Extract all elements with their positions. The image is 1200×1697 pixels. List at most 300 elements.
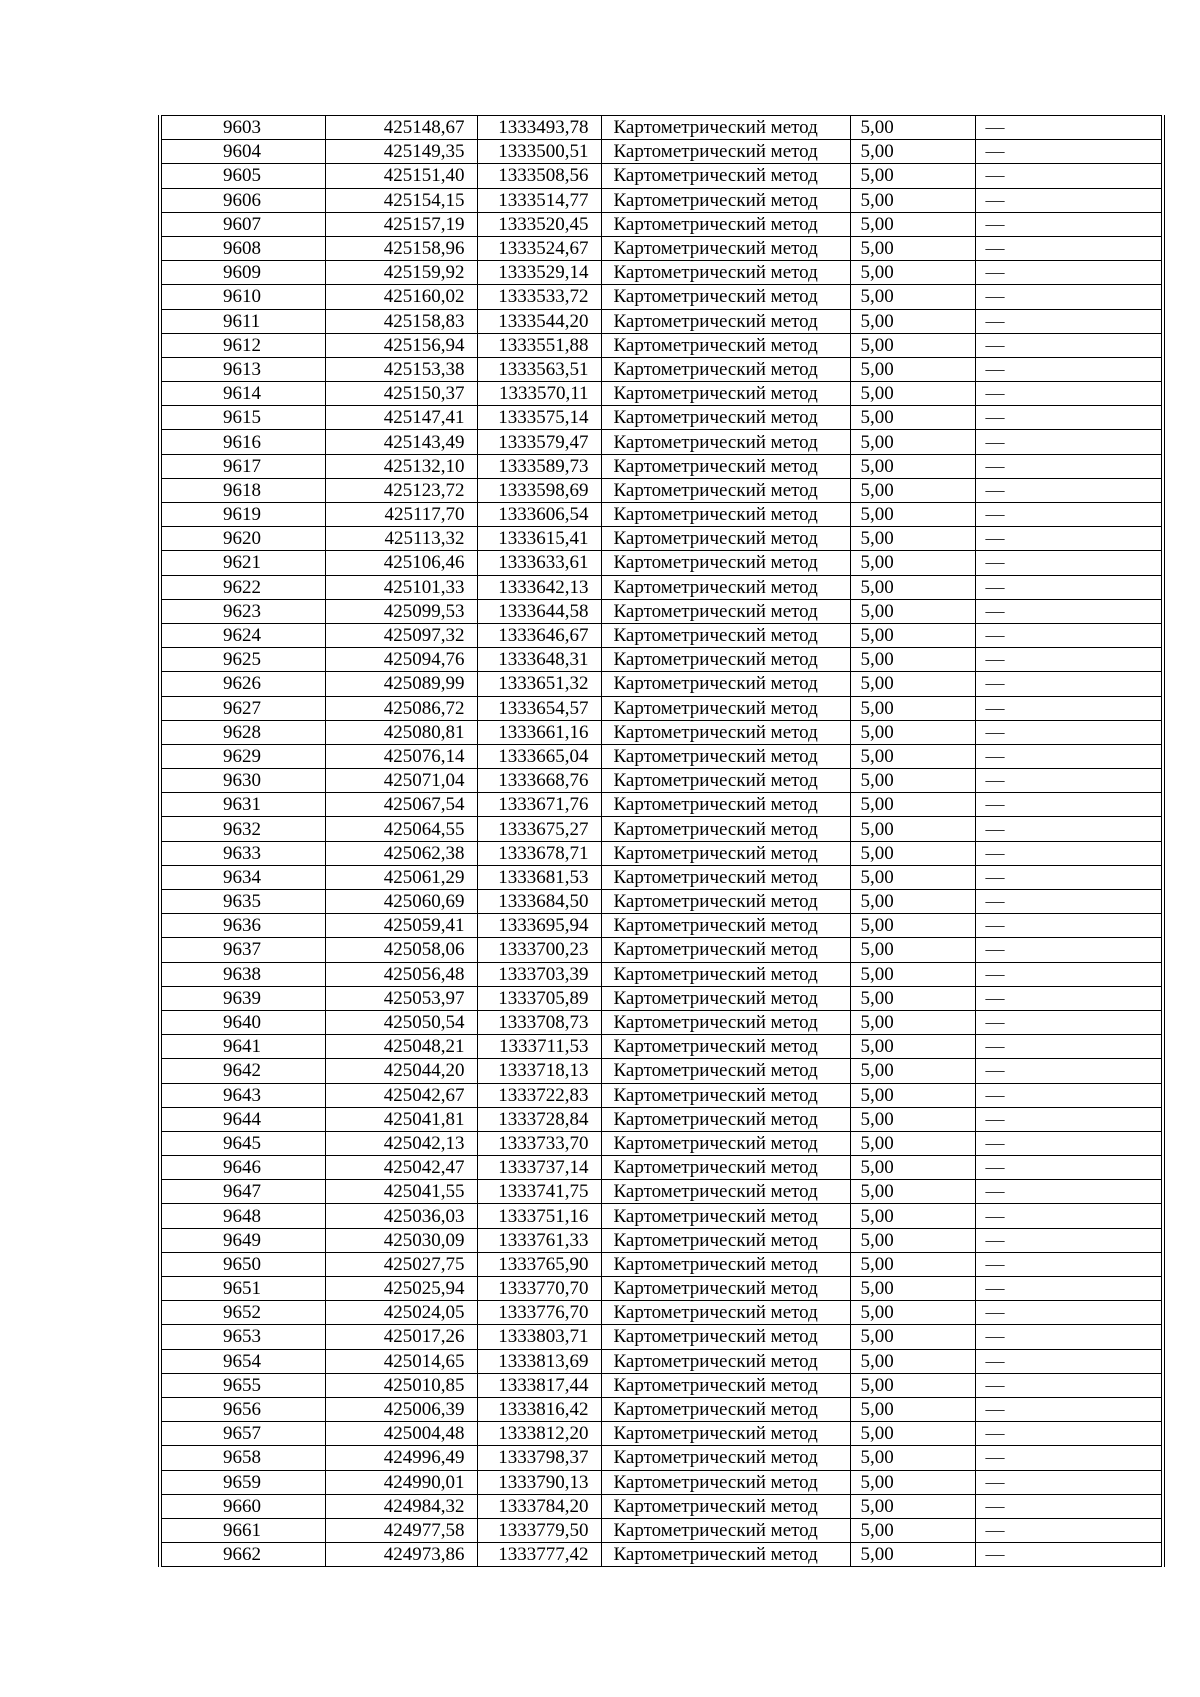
y-coordinate-cell: 1333671,76 (477, 793, 601, 817)
determination-method-cell: Картометрический метод (601, 503, 850, 527)
description-cell: — (975, 769, 1163, 793)
x-coordinate-cell: 425044,20 (325, 1059, 477, 1083)
description-cell: — (975, 599, 1163, 623)
point-number-cell: 9654 (160, 1349, 325, 1373)
x-coordinate-cell: 425094,76 (325, 648, 477, 672)
point-number-cell: 9623 (160, 599, 325, 623)
table-row (160, 696, 1163, 720)
table-row (160, 1059, 1163, 1083)
point-number-cell: 9607 (160, 212, 325, 236)
coordinates-table-body (160, 116, 1163, 1567)
description-cell: — (975, 865, 1163, 889)
y-coordinate-cell: 1333563,51 (477, 357, 601, 381)
table-row (160, 1180, 1163, 1204)
determination-method-cell: Картометрический метод (601, 333, 850, 357)
table-row (160, 333, 1163, 357)
description-cell: — (975, 478, 1163, 502)
y-coordinate-cell: 1333718,13 (477, 1059, 601, 1083)
description-cell: — (975, 1204, 1163, 1228)
table-row (160, 1373, 1163, 1397)
table-row (160, 236, 1163, 260)
determination-method-cell: Картометрический метод (601, 551, 850, 575)
description-cell: — (975, 1107, 1163, 1131)
determination-method-cell: Картометрический метод (601, 1518, 850, 1542)
description-cell: — (975, 357, 1163, 381)
accuracy-cell: 5,00 (850, 212, 975, 236)
x-coordinate-cell: 425151,40 (325, 164, 477, 188)
x-coordinate-cell: 425123,72 (325, 478, 477, 502)
point-number-cell: 9627 (160, 696, 325, 720)
table-row (160, 744, 1163, 768)
table-row (160, 285, 1163, 309)
table-row (160, 1494, 1163, 1518)
point-number-cell: 9616 (160, 430, 325, 454)
description-cell: — (975, 793, 1163, 817)
x-coordinate-cell: 425101,33 (325, 575, 477, 599)
table-row (160, 164, 1163, 188)
y-coordinate-cell: 1333733,70 (477, 1131, 601, 1155)
determination-method-cell: Картометрический метод (601, 1010, 850, 1034)
table-row (160, 382, 1163, 406)
x-coordinate-cell: 425149,35 (325, 140, 477, 164)
accuracy-cell: 5,00 (850, 478, 975, 502)
description-cell: — (975, 1301, 1163, 1325)
determination-method-cell: Картометрический метод (601, 188, 850, 212)
accuracy-cell: 5,00 (850, 285, 975, 309)
y-coordinate-cell: 1333741,75 (477, 1180, 601, 1204)
description-cell: — (975, 1446, 1163, 1470)
determination-method-cell: Картометрический метод (601, 212, 850, 236)
description-cell: — (975, 1035, 1163, 1059)
x-coordinate-cell: 425064,55 (325, 817, 477, 841)
x-coordinate-cell: 425071,04 (325, 769, 477, 793)
y-coordinate-cell: 1333708,73 (477, 1010, 601, 1034)
accuracy-cell: 5,00 (850, 1301, 975, 1325)
accuracy-cell: 5,00 (850, 769, 975, 793)
accuracy-cell: 5,00 (850, 841, 975, 865)
y-coordinate-cell: 1333751,16 (477, 1204, 601, 1228)
description-cell: — (975, 1010, 1163, 1034)
point-number-cell: 9608 (160, 236, 325, 260)
accuracy-cell: 5,00 (850, 1156, 975, 1180)
point-number-cell: 9642 (160, 1059, 325, 1083)
x-coordinate-cell: 425014,65 (325, 1349, 477, 1373)
point-number-cell: 9615 (160, 406, 325, 430)
x-coordinate-cell: 425041,55 (325, 1180, 477, 1204)
table-row (160, 406, 1163, 430)
determination-method-cell: Картометрический метод (601, 1397, 850, 1421)
x-coordinate-cell: 425048,21 (325, 1035, 477, 1059)
x-coordinate-cell: 425080,81 (325, 720, 477, 744)
accuracy-cell: 5,00 (850, 817, 975, 841)
x-coordinate-cell: 425004,48 (325, 1422, 477, 1446)
description-cell: — (975, 261, 1163, 285)
point-number-cell: 9660 (160, 1494, 325, 1518)
y-coordinate-cell: 1333675,27 (477, 817, 601, 841)
table-row (160, 890, 1163, 914)
x-coordinate-cell: 425160,02 (325, 285, 477, 309)
point-number-cell: 9644 (160, 1107, 325, 1131)
y-coordinate-cell: 1333648,31 (477, 648, 601, 672)
description-cell: — (975, 1059, 1163, 1083)
y-coordinate-cell: 1333615,41 (477, 527, 601, 551)
point-number-cell: 9638 (160, 962, 325, 986)
x-coordinate-cell: 425041,81 (325, 1107, 477, 1131)
table-row (160, 793, 1163, 817)
x-coordinate-cell: 425042,13 (325, 1131, 477, 1155)
y-coordinate-cell: 1333654,57 (477, 696, 601, 720)
point-number-cell: 9624 (160, 623, 325, 647)
y-coordinate-cell: 1333644,58 (477, 599, 601, 623)
accuracy-cell: 5,00 (850, 1204, 975, 1228)
determination-method-cell: Картометрический метод (601, 116, 850, 140)
table-row (160, 1083, 1163, 1107)
y-coordinate-cell: 1333606,54 (477, 503, 601, 527)
determination-method-cell: Картометрический метод (601, 744, 850, 768)
determination-method-cell: Картометрический метод (601, 817, 850, 841)
description-cell: — (975, 430, 1163, 454)
determination-method-cell: Картометрический метод (601, 261, 850, 285)
x-coordinate-cell: 425062,38 (325, 841, 477, 865)
description-cell: — (975, 309, 1163, 333)
point-number-cell: 9632 (160, 817, 325, 841)
x-coordinate-cell: 425089,99 (325, 672, 477, 696)
determination-method-cell: Картометрический метод (601, 236, 850, 260)
determination-method-cell: Картометрический метод (601, 1083, 850, 1107)
point-number-cell: 9628 (160, 720, 325, 744)
point-number-cell: 9631 (160, 793, 325, 817)
determination-method-cell: Картометрический метод (601, 599, 850, 623)
description-cell: — (975, 454, 1163, 478)
determination-method-cell: Картометрический метод (601, 1204, 850, 1228)
accuracy-cell: 5,00 (850, 720, 975, 744)
x-coordinate-cell: 425056,48 (325, 962, 477, 986)
point-number-cell: 9645 (160, 1131, 325, 1155)
description-cell: — (975, 938, 1163, 962)
x-coordinate-cell: 425143,49 (325, 430, 477, 454)
x-coordinate-cell: 425158,83 (325, 309, 477, 333)
point-number-cell: 9606 (160, 188, 325, 212)
determination-method-cell: Картометрический метод (601, 1422, 850, 1446)
y-coordinate-cell: 1333646,67 (477, 623, 601, 647)
table-row (160, 986, 1163, 1010)
point-number-cell: 9635 (160, 890, 325, 914)
y-coordinate-cell: 1333770,70 (477, 1277, 601, 1301)
determination-method-cell: Картометрический метод (601, 769, 850, 793)
table-row (160, 1010, 1163, 1034)
x-coordinate-cell: 425099,53 (325, 599, 477, 623)
table-row (160, 188, 1163, 212)
determination-method-cell: Картометрический метод (601, 672, 850, 696)
table-row (160, 116, 1163, 140)
y-coordinate-cell: 1333678,71 (477, 841, 601, 865)
determination-method-cell: Картометрический метод (601, 1156, 850, 1180)
y-coordinate-cell: 1333812,20 (477, 1422, 601, 1446)
description-cell: — (975, 164, 1163, 188)
y-coordinate-cell: 1333551,88 (477, 333, 601, 357)
point-number-cell: 9639 (160, 986, 325, 1010)
point-number-cell: 9611 (160, 309, 325, 333)
x-coordinate-cell: 424990,01 (325, 1470, 477, 1494)
determination-method-cell: Картометрический метод (601, 1349, 850, 1373)
table-row (160, 430, 1163, 454)
description-cell: — (975, 551, 1163, 575)
y-coordinate-cell: 1333598,69 (477, 478, 601, 502)
point-number-cell: 9603 (160, 116, 325, 140)
determination-method-cell: Картометрический метод (601, 1301, 850, 1325)
table-row (160, 527, 1163, 551)
table-row (160, 261, 1163, 285)
y-coordinate-cell: 1333544,20 (477, 309, 601, 333)
accuracy-cell: 5,00 (850, 309, 975, 333)
x-coordinate-cell: 425159,92 (325, 261, 477, 285)
description-cell: — (975, 382, 1163, 406)
determination-method-cell: Картометрический метод (601, 527, 850, 551)
x-coordinate-cell: 425036,03 (325, 1204, 477, 1228)
x-coordinate-cell: 425025,94 (325, 1277, 477, 1301)
point-number-cell: 9613 (160, 357, 325, 381)
x-coordinate-cell: 425117,70 (325, 503, 477, 527)
table-row (160, 212, 1163, 236)
determination-method-cell: Картометрический метод (601, 357, 850, 381)
table-row (160, 865, 1163, 889)
x-coordinate-cell: 425147,41 (325, 406, 477, 430)
table-row (160, 1543, 1163, 1567)
accuracy-cell: 5,00 (850, 1107, 975, 1131)
x-coordinate-cell: 425050,54 (325, 1010, 477, 1034)
point-number-cell: 9643 (160, 1083, 325, 1107)
point-number-cell: 9617 (160, 454, 325, 478)
determination-method-cell: Картометрический метод (601, 696, 850, 720)
determination-method-cell: Картометрический метод (601, 382, 850, 406)
y-coordinate-cell: 1333711,53 (477, 1035, 601, 1059)
determination-method-cell: Картометрический метод (601, 720, 850, 744)
table-row (160, 551, 1163, 575)
accuracy-cell: 5,00 (850, 406, 975, 430)
determination-method-cell: Картометрический метод (601, 454, 850, 478)
x-coordinate-cell: 425024,05 (325, 1301, 477, 1325)
description-cell: — (975, 1083, 1163, 1107)
y-coordinate-cell: 1333514,77 (477, 188, 601, 212)
point-number-cell: 9620 (160, 527, 325, 551)
table-row (160, 1518, 1163, 1542)
table-row (160, 817, 1163, 841)
description-cell: — (975, 817, 1163, 841)
accuracy-cell: 5,00 (850, 454, 975, 478)
y-coordinate-cell: 1333570,11 (477, 382, 601, 406)
y-coordinate-cell: 1333737,14 (477, 1156, 601, 1180)
determination-method-cell: Картометрический метод (601, 1277, 850, 1301)
y-coordinate-cell: 1333776,70 (477, 1301, 601, 1325)
determination-method-cell: Картометрический метод (601, 1107, 850, 1131)
table-row (160, 454, 1163, 478)
y-coordinate-cell: 1333651,32 (477, 672, 601, 696)
point-number-cell: 9618 (160, 478, 325, 502)
point-number-cell: 9655 (160, 1373, 325, 1397)
accuracy-cell: 5,00 (850, 1035, 975, 1059)
x-coordinate-cell: 425150,37 (325, 382, 477, 406)
table-row (160, 357, 1163, 381)
accuracy-cell: 5,00 (850, 793, 975, 817)
description-cell: — (975, 696, 1163, 720)
x-coordinate-cell: 425158,96 (325, 236, 477, 260)
description-cell: — (975, 1422, 1163, 1446)
accuracy-cell: 5,00 (850, 188, 975, 212)
table-row (160, 769, 1163, 793)
point-number-cell: 9629 (160, 744, 325, 768)
x-coordinate-cell: 425132,10 (325, 454, 477, 478)
y-coordinate-cell: 1333777,42 (477, 1543, 601, 1567)
y-coordinate-cell: 1333500,51 (477, 140, 601, 164)
table-row (160, 599, 1163, 623)
point-number-cell: 9633 (160, 841, 325, 865)
table-row (160, 962, 1163, 986)
table-row (160, 1349, 1163, 1373)
y-coordinate-cell: 1333703,39 (477, 962, 601, 986)
y-coordinate-cell: 1333533,72 (477, 285, 601, 309)
accuracy-cell: 5,00 (850, 236, 975, 260)
accuracy-cell: 5,00 (850, 357, 975, 381)
point-number-cell: 9610 (160, 285, 325, 309)
accuracy-cell: 5,00 (850, 1083, 975, 1107)
y-coordinate-cell: 1333779,50 (477, 1518, 601, 1542)
accuracy-cell: 5,00 (850, 140, 975, 164)
accuracy-cell: 5,00 (850, 575, 975, 599)
y-coordinate-cell: 1333661,16 (477, 720, 601, 744)
determination-method-cell: Картометрический метод (601, 478, 850, 502)
determination-method-cell: Картометрический метод (601, 1543, 850, 1567)
determination-method-cell: Картометрический метод (601, 140, 850, 164)
determination-method-cell: Картометрический метод (601, 575, 850, 599)
x-coordinate-cell: 425113,32 (325, 527, 477, 551)
description-cell: — (975, 672, 1163, 696)
y-coordinate-cell: 1333589,73 (477, 454, 601, 478)
point-number-cell: 9609 (160, 261, 325, 285)
table-row (160, 1446, 1163, 1470)
description-cell: — (975, 188, 1163, 212)
x-coordinate-cell: 425030,09 (325, 1228, 477, 1252)
accuracy-cell: 5,00 (850, 1422, 975, 1446)
x-coordinate-cell: 425042,67 (325, 1083, 477, 1107)
y-coordinate-cell: 1333684,50 (477, 890, 601, 914)
description-cell: — (975, 841, 1163, 865)
accuracy-cell: 5,00 (850, 865, 975, 889)
table-row (160, 623, 1163, 647)
determination-method-cell: Картометрический метод (601, 430, 850, 454)
point-number-cell: 9637 (160, 938, 325, 962)
point-number-cell: 9640 (160, 1010, 325, 1034)
point-number-cell: 9621 (160, 551, 325, 575)
determination-method-cell: Картометрический метод (601, 1325, 850, 1349)
x-coordinate-cell: 425156,94 (325, 333, 477, 357)
accuracy-cell: 5,00 (850, 261, 975, 285)
description-cell: — (975, 1325, 1163, 1349)
accuracy-cell: 5,00 (850, 116, 975, 140)
accuracy-cell: 5,00 (850, 1059, 975, 1083)
accuracy-cell: 5,00 (850, 914, 975, 938)
accuracy-cell: 5,00 (850, 164, 975, 188)
accuracy-cell: 5,00 (850, 962, 975, 986)
x-coordinate-cell: 424996,49 (325, 1446, 477, 1470)
y-coordinate-cell: 1333813,69 (477, 1349, 601, 1373)
x-coordinate-cell: 425148,67 (325, 116, 477, 140)
point-number-cell: 9662 (160, 1543, 325, 1567)
description-cell: — (975, 1518, 1163, 1542)
y-coordinate-cell: 1333668,76 (477, 769, 601, 793)
determination-method-cell: Картометрический метод (601, 1180, 850, 1204)
point-number-cell: 9604 (160, 140, 325, 164)
description-cell: — (975, 406, 1163, 430)
determination-method-cell: Картометрический метод (601, 1252, 850, 1276)
x-coordinate-cell: 425059,41 (325, 914, 477, 938)
point-number-cell: 9634 (160, 865, 325, 889)
y-coordinate-cell: 1333790,13 (477, 1470, 601, 1494)
point-number-cell: 9622 (160, 575, 325, 599)
accuracy-cell: 5,00 (850, 1252, 975, 1276)
point-number-cell: 9658 (160, 1446, 325, 1470)
accuracy-cell: 5,00 (850, 599, 975, 623)
table-row (160, 1107, 1163, 1131)
accuracy-cell: 5,00 (850, 648, 975, 672)
accuracy-cell: 5,00 (850, 527, 975, 551)
determination-method-cell: Картометрический метод (601, 1373, 850, 1397)
point-number-cell: 9641 (160, 1035, 325, 1059)
table-row (160, 1156, 1163, 1180)
y-coordinate-cell: 1333817,44 (477, 1373, 601, 1397)
description-cell: — (975, 212, 1163, 236)
x-coordinate-cell: 425076,14 (325, 744, 477, 768)
determination-method-cell: Картометрический метод (601, 406, 850, 430)
determination-method-cell: Картометрический метод (601, 1494, 850, 1518)
determination-method-cell: Картометрический метод (601, 793, 850, 817)
accuracy-cell: 5,00 (850, 672, 975, 696)
x-coordinate-cell: 424984,32 (325, 1494, 477, 1518)
y-coordinate-cell: 1333695,94 (477, 914, 601, 938)
table-row (160, 503, 1163, 527)
table-row (160, 841, 1163, 865)
point-number-cell: 9659 (160, 1470, 325, 1494)
table-row (160, 648, 1163, 672)
determination-method-cell: Картометрический метод (601, 1228, 850, 1252)
description-cell: — (975, 1397, 1163, 1421)
point-number-cell: 9605 (160, 164, 325, 188)
coordinates-table (158, 115, 1165, 1567)
accuracy-cell: 5,00 (850, 1228, 975, 1252)
determination-method-cell: Картометрический метод (601, 962, 850, 986)
accuracy-cell: 5,00 (850, 1446, 975, 1470)
accuracy-cell: 5,00 (850, 1349, 975, 1373)
accuracy-cell: 5,00 (850, 744, 975, 768)
accuracy-cell: 5,00 (850, 430, 975, 454)
point-number-cell: 9625 (160, 648, 325, 672)
y-coordinate-cell: 1333728,84 (477, 1107, 601, 1131)
accuracy-cell: 5,00 (850, 1397, 975, 1421)
description-cell: — (975, 1180, 1163, 1204)
determination-method-cell: Картометрический метод (601, 841, 850, 865)
point-number-cell: 9630 (160, 769, 325, 793)
point-number-cell: 9612 (160, 333, 325, 357)
description-cell: — (975, 503, 1163, 527)
table-row (160, 938, 1163, 962)
table-row (160, 1228, 1163, 1252)
x-coordinate-cell: 425153,38 (325, 357, 477, 381)
y-coordinate-cell: 1333579,47 (477, 430, 601, 454)
description-cell: — (975, 1373, 1163, 1397)
x-coordinate-cell: 425106,46 (325, 551, 477, 575)
accuracy-cell: 5,00 (850, 1518, 975, 1542)
x-coordinate-cell: 424973,86 (325, 1543, 477, 1567)
y-coordinate-cell: 1333798,37 (477, 1446, 601, 1470)
